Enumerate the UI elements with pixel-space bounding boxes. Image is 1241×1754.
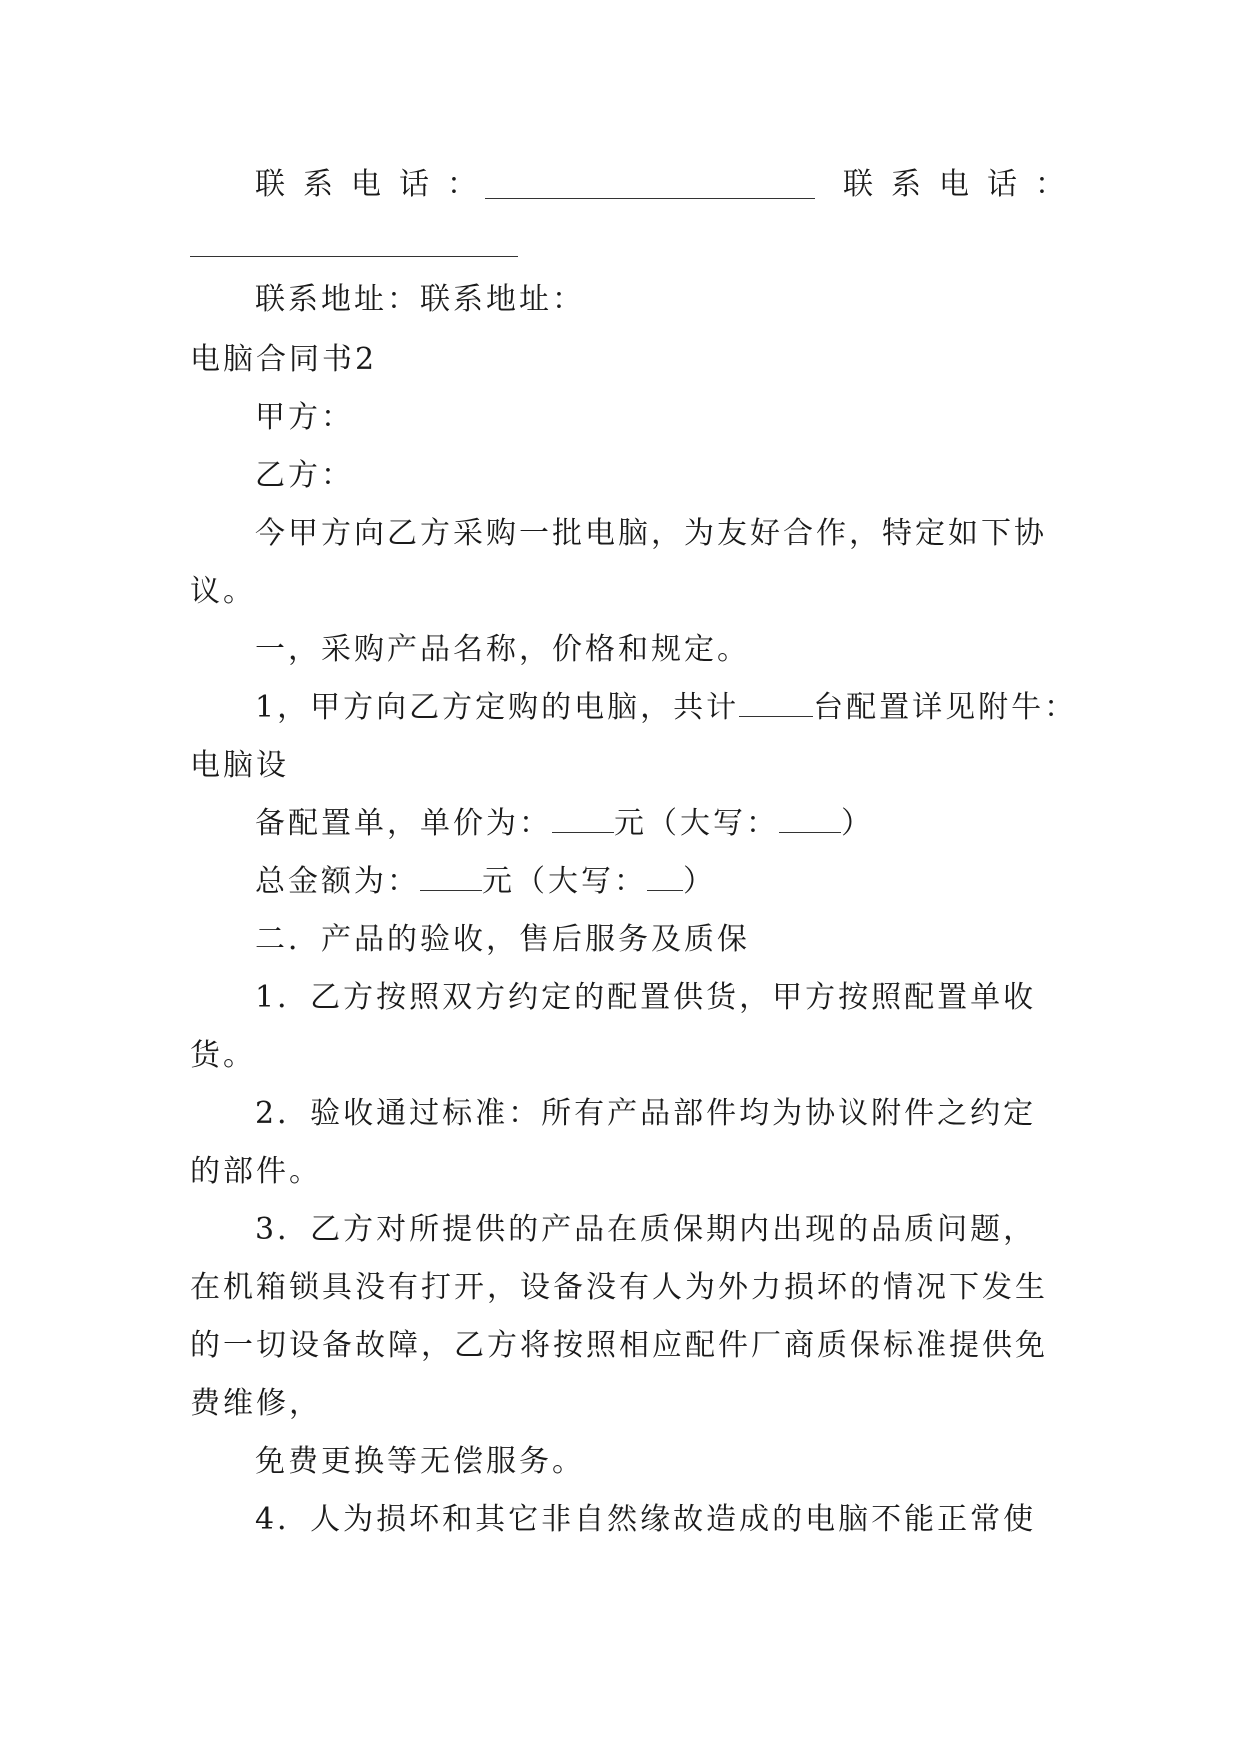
phone-blank-a	[485, 198, 815, 199]
unit-price-text-a: 备配置单，单价为：	[255, 806, 552, 841]
party-a-label: 甲方：	[255, 400, 354, 435]
document-title: 电脑合同书2	[190, 342, 378, 377]
section2-item2-line2: 的部件。	[190, 1154, 322, 1189]
phone-label-a: 联系电话：	[255, 167, 495, 202]
phone-label-b: 联系电话：	[843, 167, 1083, 202]
section2-item2-line1: 2．验收通过标准：所有产品部件均为协议附件之约定	[255, 1096, 1037, 1131]
section1-item1-cont: 电脑设	[190, 748, 289, 783]
unit-price-text-b: 元（大写：	[614, 806, 779, 841]
unit-price-text-c: ）	[841, 806, 874, 841]
contact-phone-line-b	[843, 165, 1083, 205]
quantity-blank	[739, 688, 813, 717]
section1-heading: 一，采购产品名称，价格和规定。	[255, 632, 750, 667]
section1-item1	[255, 688, 1115, 728]
section2-item1-line1: 1．乙方按照双方约定的配置供货，甲方按照配置单收	[255, 980, 1037, 1015]
intro-line-2: 议。	[190, 574, 256, 609]
unit-price-line	[255, 804, 1115, 844]
total-text-a: 总金额为：	[255, 864, 420, 899]
total-text-c: ）	[683, 864, 716, 899]
party-b-label: 乙方：	[255, 458, 354, 493]
item1-text-a: 1，甲方向乙方定购的电脑，共计	[255, 690, 740, 725]
item1-text-b: 台配置详见附牛：	[813, 690, 1078, 725]
unit-price-words-blank	[779, 804, 841, 833]
intro-line-1: 今甲方向乙方采购一批电脑，为友好合作，特定如下协	[255, 516, 1047, 551]
section2-item4-line1: 4．人为损坏和其它非自然缘故造成的电脑不能正常使	[255, 1502, 1037, 1537]
total-amount-line	[255, 862, 1115, 902]
phone-blank-b	[190, 256, 518, 257]
section2-item3-line4: 费维修，	[190, 1386, 322, 1421]
total-blank	[420, 862, 482, 891]
section2-heading: 二．产品的验收，售后服务及质保	[255, 922, 750, 957]
unit-price-blank	[552, 804, 614, 833]
contact-address-line: 联系地址：联系地址：	[255, 282, 585, 317]
section2-item3-line3: 的一切设备故障，乙方将按照相应配件厂商质保标准提供免	[190, 1328, 1048, 1363]
section2-item1-line2: 货。	[190, 1038, 256, 1073]
total-text-b: 元（大写：	[482, 864, 647, 899]
total-words-blank	[647, 862, 683, 891]
section2-item3-line2: 在机箱锁具没有打开，设备没有人为外力损坏的情况下发生	[190, 1270, 1048, 1305]
section2-item3-line5: 免费更换等无偿服务。	[255, 1444, 585, 1479]
section2-item3-line1: 3．乙方对所提供的产品在质保期内出现的品质问题，	[255, 1212, 1037, 1247]
